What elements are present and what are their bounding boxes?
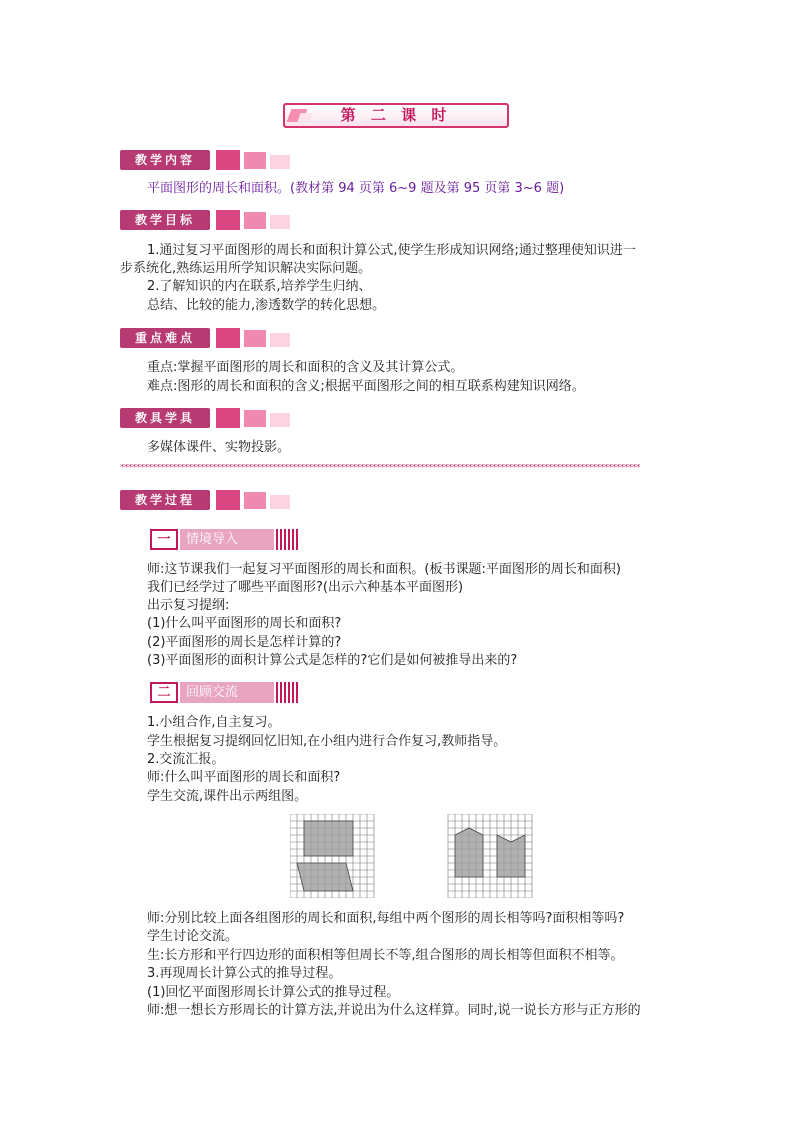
header-square-icon xyxy=(216,210,240,230)
step-text-line: (2)平面图形的周长是怎样计算的? xyxy=(147,635,342,650)
step-stripes-decoration xyxy=(276,682,298,703)
grid-group-composite xyxy=(448,814,532,898)
step-text-line: 学生交流,课件出示两组图。 xyxy=(147,789,308,804)
step-text-line: 我们已经学过了哪些平面图形?(出示六种基本平面图形) xyxy=(147,580,464,595)
rectangle-shape xyxy=(304,821,353,856)
step-text-line: 3.再现周长计算公式的推导过程。 xyxy=(147,966,342,981)
lesson-title: 第 二 课 时 xyxy=(340,106,452,124)
composite-shape-1 xyxy=(455,828,483,877)
step-text-line: 生:长方形和平行四边形的面积相等但周长不等,组合图形的周长相等但面积不相等。 xyxy=(147,948,624,963)
header-square-icon xyxy=(244,492,266,509)
lesson-title-banner xyxy=(283,103,509,128)
step-label: 回顾交流 xyxy=(180,682,274,703)
header-square-icon xyxy=(216,408,240,428)
header-square-icon xyxy=(216,328,240,348)
star-divider: ********************************************************************************************************************************** xyxy=(120,464,640,472)
step-text-line: 1.小组合作,自主复习。 xyxy=(147,715,281,730)
step-text-line: 师:这节课我们一起复习平面图形的周长和面积。(板书课题:平面图形的周长和面积) xyxy=(147,562,621,577)
header-square-icon xyxy=(216,490,240,510)
header-square-icon xyxy=(270,155,290,169)
header-square-icon xyxy=(270,333,290,347)
grid-figures xyxy=(290,814,535,898)
tools-text: 多媒体课件、实物投影。 xyxy=(147,440,291,455)
step-text-line: (1)回忆平面图形周长计算公式的推导过程。 xyxy=(147,985,400,1000)
step-text-line: 师:想一想长方形周长的计算方法,并说出为什么这样算。同时,说一说长方形与正方形的 xyxy=(147,1003,641,1018)
header-square-icon xyxy=(216,150,240,170)
header-square-icon xyxy=(270,215,290,229)
objective-line: 步系统化,熟练运用所学知识解决实际问题。 xyxy=(120,261,372,276)
step-number: 二 xyxy=(150,682,178,703)
header-square-icon xyxy=(270,413,290,427)
step-stripes-decoration xyxy=(276,529,298,550)
step-text-line: (3)平面图形的面积计算公式是怎样的?它们是如何被推导出来的? xyxy=(147,653,518,668)
step-text-line: 学生根据复习提纲回忆旧知,在小组内进行合作复习,教师指导。 xyxy=(147,734,507,749)
header-square-icon xyxy=(244,410,266,427)
content-text: 平面图形的周长和面积。(教材第 94 页第 6~9 题及第 95 页第 3~6 题) xyxy=(147,181,565,196)
step-text-line: (1)什么叫平面图形的周长和面积? xyxy=(147,616,342,631)
step-label: 情境导入 xyxy=(180,529,274,550)
step-text-line: 学生讨论交流。 xyxy=(147,929,239,944)
step-text-line: 出示复习提纲: xyxy=(147,598,230,613)
step-text-line: 师:分别比较上面各组图形的周长和面积,每组中两个图形的周长相等吗?面积相等吗? xyxy=(147,911,625,926)
section-header-label: 教学内容 xyxy=(120,150,210,170)
header-square-icon xyxy=(244,212,266,229)
section-header-label: 教学目标 xyxy=(120,210,210,230)
key-point-line: 重点:掌握平面图形的周长和面积的含义及其计算公式。 xyxy=(147,360,464,375)
parallelogram-shape xyxy=(297,863,353,891)
key-point-line: 难点:图形的周长和面积的含义;根据平面图形之间的相互联系构建知识网络。 xyxy=(147,379,585,394)
section-header-label: 重点难点 xyxy=(120,328,210,348)
step-text-line: 2.交流汇报。 xyxy=(147,752,225,767)
header-square-icon xyxy=(270,495,290,509)
header-square-icon xyxy=(244,330,266,347)
section-header-label: 教学过程 xyxy=(120,490,210,510)
objective-line: 1.通过复习平面图形的周长和面积计算公式,使学生形成知识网络;通过整理使知识进一 xyxy=(147,243,636,258)
objective-line: 总结、比较的能力,渗透数学的转化思想。 xyxy=(147,298,386,313)
section-header-label: 教具学具 xyxy=(120,408,210,428)
step-text-line: 师:什么叫平面图形的周长和面积? xyxy=(147,770,341,785)
header-square-icon xyxy=(244,152,266,169)
step-number: 一 xyxy=(150,529,178,550)
objective-line: 2.了解知识的内在联系,培养学生归纳、 xyxy=(147,279,372,294)
grid-group-rect-parallelogram xyxy=(290,814,374,898)
